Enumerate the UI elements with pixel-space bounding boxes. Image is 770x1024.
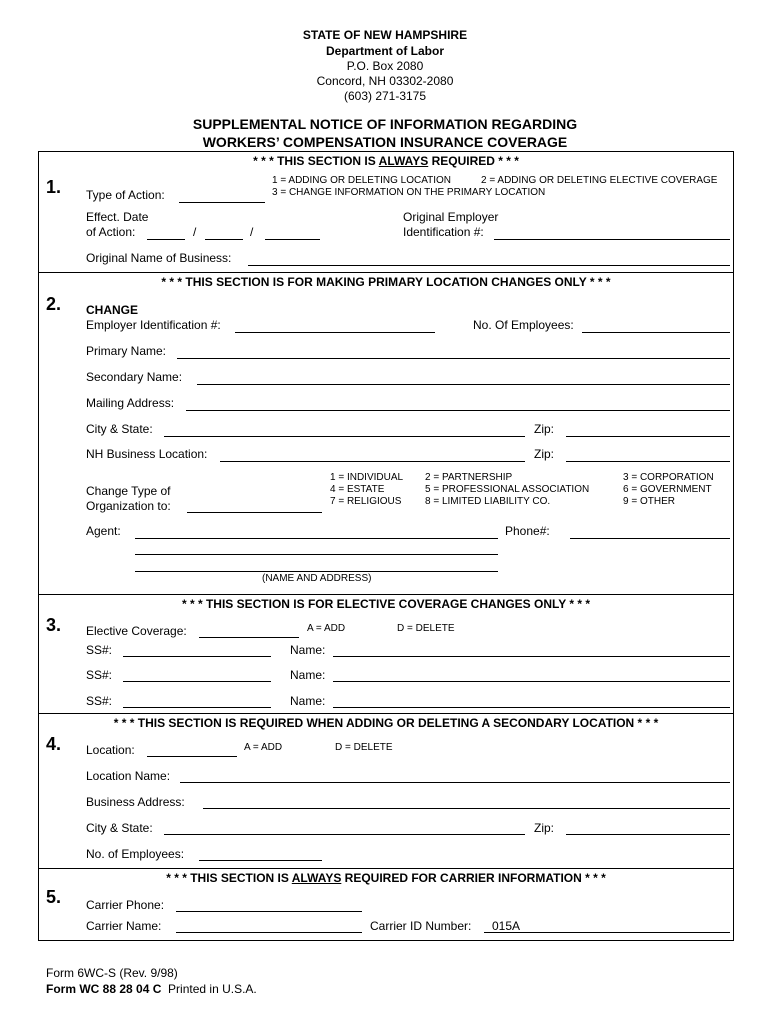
city-state-field[interactable] (164, 436, 525, 437)
ss-name-field-1[interactable] (333, 656, 730, 657)
action-option-1: 1 = ADDING OR DELETING LOCATION (272, 175, 452, 186)
section-2-number: 2. (46, 294, 62, 314)
no-employees-label: No. Of Employees: (473, 318, 574, 332)
location-label: Location: (86, 743, 135, 757)
action-option-2: 2 = ADDING OR DELETING ELECTIVE COVERAGE (481, 175, 718, 186)
effect-date-label-1: Effect. Date (86, 210, 149, 224)
section-divider-2 (38, 272, 734, 273)
box-bottom-border (38, 940, 734, 941)
carrier-phone-label: Carrier Phone: (86, 898, 165, 912)
box-top-border (38, 151, 734, 152)
action-option-3: 3 = CHANGE INFORMATION ON THE PRIMARY LOCATION (272, 187, 546, 198)
mailing-address-field[interactable] (186, 410, 730, 411)
org-type-label-1: Change Type of (86, 484, 171, 498)
section-2-heading: * * * THIS SECTION IS FOR MAKING PRIMARY LOCATION CHANGES ONLY * * * (161, 275, 611, 289)
agency-state: STATE OF NEW HAMPSHIRE (302, 28, 468, 42)
city-state-label: City & State: (86, 422, 153, 436)
ss-name-field-3[interactable] (333, 707, 730, 708)
elective-delete-option: D = DELETE (397, 623, 455, 634)
loc-no-employees-label: No. of Employees: (86, 847, 185, 861)
effect-date-month-field[interactable] (147, 239, 185, 240)
org-option-1: 1 = INDIVIDUAL (330, 472, 404, 483)
agency-phone: (603) 271-3175 (343, 89, 427, 103)
section-divider-3 (38, 594, 734, 595)
location-add-option: A = ADD (244, 742, 283, 753)
agent-label: Agent: (86, 524, 121, 538)
org-option-2: 2 = PARTNERSHIP (425, 472, 513, 483)
ss-field-2[interactable] (123, 681, 271, 682)
ss-label-2: SS#: (86, 668, 113, 682)
org-option-4: 4 = ESTATE (330, 484, 385, 495)
zip-field[interactable] (566, 436, 730, 437)
form-number: Form WC 88 28 04 C Printed in U.S.A. (46, 982, 257, 996)
loc-no-employees-field[interactable] (199, 860, 322, 861)
employer-id-field[interactable] (235, 332, 435, 333)
org-option-8: 8 = LIMITED LIABILITY CO. (425, 496, 551, 507)
phone-label: Phone#: (505, 524, 550, 538)
mailing-address-label: Mailing Address: (86, 396, 175, 410)
carrier-name-field[interactable] (176, 932, 362, 933)
loc-city-state-label: City & State: (86, 821, 153, 835)
carrier-id-field[interactable] (484, 932, 730, 933)
employer-id-label: Employer Identification #: (86, 318, 221, 332)
carrier-phone-field[interactable] (176, 911, 362, 912)
elective-coverage-label: Elective Coverage: (86, 624, 187, 638)
original-employer-label-1: Original Employer (403, 210, 499, 224)
loc-zip-field[interactable] (566, 834, 730, 835)
agency-department: Department of Labor (325, 44, 444, 58)
location-name-label: Location Name: (86, 769, 171, 783)
agent-field-1[interactable] (135, 538, 498, 539)
section-divider-4 (38, 713, 734, 714)
nh-business-location-label: NH Business Location: (86, 447, 208, 461)
carrier-name-label: Carrier Name: (86, 919, 162, 933)
ss-name-label-1: Name: (290, 643, 326, 657)
location-field[interactable] (147, 756, 237, 757)
form-title-line1: SUPPLEMENTAL NOTICE OF INFORMATION REGARDING (192, 116, 578, 132)
ss-name-label-3: Name: (290, 694, 326, 708)
no-employees-field[interactable] (582, 332, 730, 333)
nh-business-location-field[interactable] (220, 461, 525, 462)
agent-field-3[interactable] (135, 571, 498, 572)
secondary-name-field[interactable] (197, 384, 730, 385)
primary-name-label: Primary Name: (86, 344, 167, 358)
ss-label-3: SS#: (86, 694, 113, 708)
ss-label-1: SS#: (86, 643, 113, 657)
agency-pobox: P.O. Box 2080 (346, 59, 424, 73)
name-address-caption: (NAME AND ADDRESS) (262, 573, 372, 584)
org-option-5: 5 = PROFESSIONAL ASSOCIATION (425, 484, 590, 495)
business-address-field[interactable] (203, 808, 730, 809)
org-type-field[interactable] (187, 512, 322, 513)
original-business-name-field[interactable] (248, 265, 730, 266)
nh-zip-label: Zip: (534, 447, 555, 461)
section-5-heading: * * * THIS SECTION IS ALWAYS REQUIRED FOR CARRIER INFORMATION * * * (166, 871, 606, 885)
type-of-action-label: Type of Action: (86, 188, 165, 202)
date-slash-1: / (193, 225, 197, 239)
carrier-id-value: 015A (492, 919, 521, 933)
change-heading: CHANGE (86, 303, 139, 317)
form-revision: Form 6WC-S (Rev. 9/98) (46, 966, 178, 980)
loc-zip-label: Zip: (534, 821, 555, 835)
section-1-number: 1. (46, 177, 62, 197)
org-option-7: 7 = RELIGIOUS (330, 496, 402, 507)
ss-name-field-2[interactable] (333, 681, 730, 682)
zip-label: Zip: (534, 422, 555, 436)
primary-name-field[interactable] (177, 358, 730, 359)
agent-field-2[interactable] (135, 554, 498, 555)
original-employer-label-2: Identification #: (403, 225, 484, 239)
section-1-heading: * * * THIS SECTION IS ALWAYS REQUIRED * * * (253, 154, 519, 168)
original-business-name-label: Original Name of Business: (86, 251, 232, 265)
business-address-label: Business Address: (86, 795, 185, 809)
org-option-6: 6 = GOVERNMENT (623, 484, 712, 495)
date-slash-2: / (250, 225, 254, 239)
ss-field-1[interactable] (123, 656, 271, 657)
org-type-label-2: Organization to: (86, 499, 171, 513)
location-delete-option: D = DELETE (335, 742, 393, 753)
secondary-name-label: Secondary Name: (86, 370, 183, 384)
loc-city-state-field[interactable] (164, 834, 525, 835)
section-divider-5 (38, 868, 734, 869)
org-option-9: 9 = OTHER (623, 496, 675, 507)
phone-field[interactable] (570, 538, 730, 539)
ss-field-3[interactable] (123, 707, 271, 708)
elective-add-option: A = ADD (307, 623, 346, 634)
agency-city: Concord, NH 03302-2080 (316, 74, 454, 88)
carrier-id-label: Carrier ID Number: (370, 919, 472, 933)
org-option-3: 3 = CORPORATION (623, 472, 714, 483)
section-4-heading: * * * THIS SECTION IS REQUIRED WHEN ADDING OR DELETING A SECONDARY LOCATION * * * (113, 716, 659, 730)
original-employer-id-field[interactable] (494, 239, 730, 240)
nh-zip-field[interactable] (566, 461, 730, 462)
ss-name-label-2: Name: (290, 668, 326, 682)
section-5-number: 5. (46, 887, 62, 907)
effect-date-year-field[interactable] (265, 239, 320, 240)
section-4-number: 4. (46, 734, 62, 754)
type-of-action-field[interactable] (179, 202, 265, 203)
effect-date-label-2: of Action: (86, 225, 136, 239)
elective-coverage-field[interactable] (199, 637, 299, 638)
section-3-number: 3. (46, 615, 62, 635)
section-3-heading: * * * THIS SECTION IS FOR ELECTIVE COVERAGE CHANGES ONLY * * * (181, 597, 591, 611)
location-name-field[interactable] (180, 782, 730, 783)
effect-date-day-field[interactable] (205, 239, 243, 240)
form-title-line2: WORKERS’ COMPENSATION INSURANCE COVERAGE (202, 134, 568, 150)
